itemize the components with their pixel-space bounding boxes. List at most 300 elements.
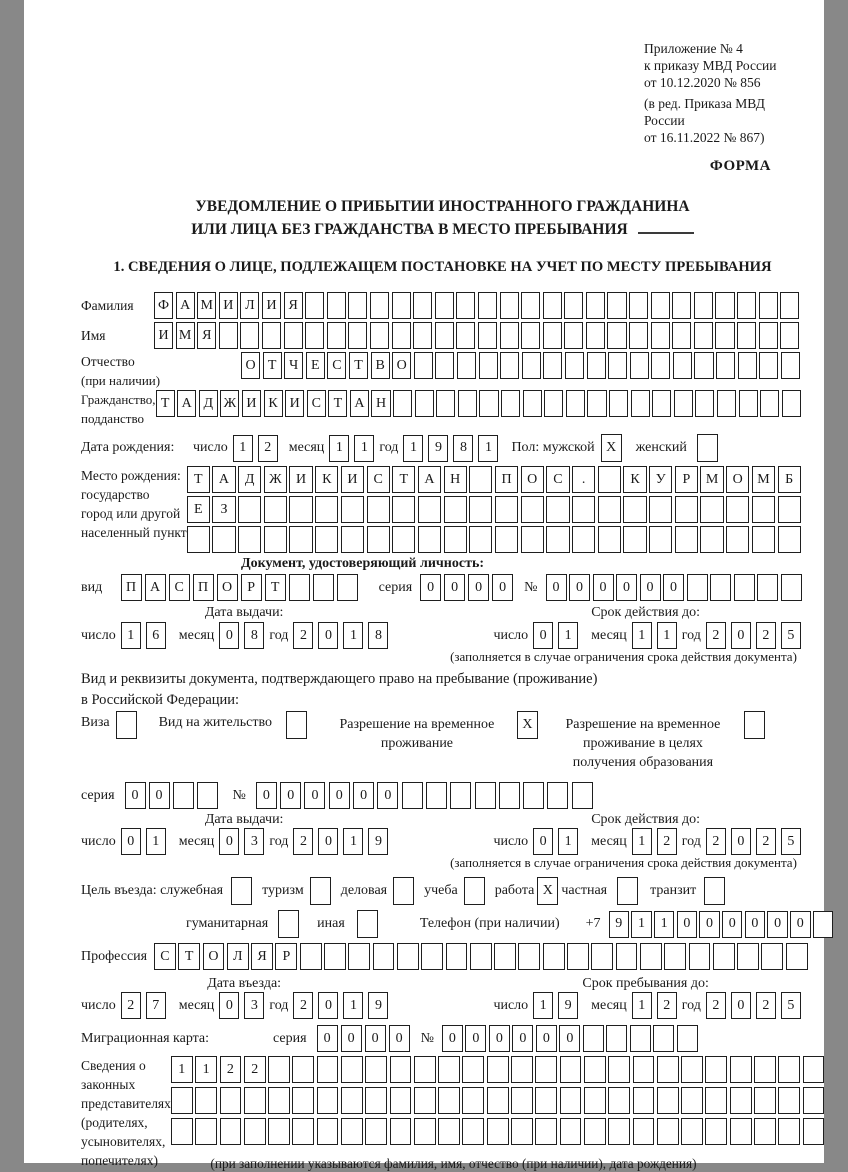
form-cell[interactable]: [324, 943, 346, 970]
form-cell[interactable]: [305, 322, 324, 349]
form-cell[interactable]: [543, 322, 562, 349]
form-cell[interactable]: [778, 1056, 800, 1083]
guardians-cells-3[interactable]: [171, 1118, 827, 1145]
form-cell[interactable]: [458, 390, 477, 417]
form-cell[interactable]: [195, 1118, 217, 1145]
form-cell[interactable]: [327, 322, 346, 349]
form-cell[interactable]: [521, 496, 544, 523]
form-cell[interactable]: [737, 292, 756, 319]
form-cell[interactable]: [649, 526, 672, 553]
form-cell[interactable]: [421, 943, 443, 970]
form-cell[interactable]: 0: [377, 782, 398, 809]
form-cell[interactable]: 0: [616, 574, 637, 601]
form-cell[interactable]: [337, 574, 358, 601]
form-cell[interactable]: [392, 496, 415, 523]
form-cell[interactable]: 1: [195, 1056, 217, 1083]
form-cell[interactable]: [673, 352, 692, 379]
form-cell[interactable]: [565, 352, 584, 379]
form-cell[interactable]: [607, 292, 626, 319]
form-cell[interactable]: [390, 1056, 412, 1083]
form-cell[interactable]: 0: [465, 1025, 486, 1052]
form-cell[interactable]: 0: [731, 992, 751, 1019]
form-cell[interactable]: 0: [533, 828, 553, 855]
doc-valid-year-cells[interactable]: [706, 622, 806, 649]
form-cell[interactable]: С: [169, 574, 190, 601]
form-cell[interactable]: С: [546, 466, 569, 493]
form-cell[interactable]: X: [601, 434, 622, 462]
form-cell[interactable]: [704, 877, 725, 905]
temp-permit-checkbox[interactable]: [517, 711, 538, 739]
form-cell[interactable]: [623, 496, 646, 523]
form-cell[interactable]: 0: [219, 828, 239, 855]
form-cell[interactable]: Д: [199, 390, 218, 417]
form-cell[interactable]: [470, 943, 492, 970]
form-cell[interactable]: Р: [275, 943, 297, 970]
form-cell[interactable]: 1: [533, 992, 553, 1019]
form-cell[interactable]: [348, 943, 370, 970]
form-cell[interactable]: [197, 782, 218, 809]
form-cell[interactable]: [436, 390, 455, 417]
form-cell[interactable]: [606, 1025, 627, 1052]
form-cell[interactable]: [264, 526, 287, 553]
form-cell[interactable]: [348, 292, 367, 319]
form-cell[interactable]: [803, 1087, 825, 1114]
form-cell[interactable]: [715, 322, 734, 349]
form-cell[interactable]: 6: [146, 622, 166, 649]
form-cell[interactable]: [535, 1087, 557, 1114]
form-cell[interactable]: [268, 1118, 290, 1145]
form-cell[interactable]: [522, 352, 541, 379]
form-cell[interactable]: [315, 526, 338, 553]
form-cell[interactable]: [300, 943, 322, 970]
form-cell[interactable]: [694, 322, 713, 349]
form-cell[interactable]: [268, 1087, 290, 1114]
form-cell[interactable]: [462, 1087, 484, 1114]
form-cell[interactable]: 1: [343, 622, 363, 649]
official-checkbox[interactable]: [231, 877, 252, 905]
form-cell[interactable]: [397, 943, 419, 970]
form-cell[interactable]: [289, 496, 312, 523]
form-cell[interactable]: И: [219, 292, 238, 319]
form-cell[interactable]: 0: [256, 782, 277, 809]
form-cell[interactable]: [759, 292, 778, 319]
form-cell[interactable]: 9: [368, 828, 388, 855]
form-cell[interactable]: [521, 292, 540, 319]
form-cell[interactable]: [231, 877, 252, 905]
form-cell[interactable]: [653, 1025, 674, 1052]
form-cell[interactable]: [780, 292, 799, 319]
form-cell[interactable]: [501, 390, 520, 417]
form-cell[interactable]: [370, 322, 389, 349]
form-cell[interactable]: О: [521, 466, 544, 493]
form-cell[interactable]: [500, 292, 519, 319]
form-cell[interactable]: 8: [368, 622, 388, 649]
form-cell[interactable]: Ж: [264, 466, 287, 493]
form-cell[interactable]: [651, 352, 670, 379]
form-cell[interactable]: [583, 1025, 604, 1052]
form-cell[interactable]: [587, 390, 606, 417]
form-cell[interactable]: Р: [241, 574, 262, 601]
form-cell[interactable]: 0: [121, 828, 141, 855]
form-cell[interactable]: А: [212, 466, 235, 493]
form-cell[interactable]: Ж: [220, 390, 239, 417]
form-cell[interactable]: 0: [420, 574, 441, 601]
form-cell[interactable]: [438, 1056, 460, 1083]
form-cell[interactable]: [608, 1087, 630, 1114]
form-cell[interactable]: [494, 943, 516, 970]
res-series-cells[interactable]: [125, 782, 221, 809]
form-cell[interactable]: [754, 1118, 776, 1145]
form-cell[interactable]: 1: [354, 435, 374, 462]
form-cell[interactable]: М: [176, 322, 195, 349]
form-cell[interactable]: [681, 1118, 703, 1145]
form-cell[interactable]: 1: [632, 828, 652, 855]
form-cell[interactable]: 2: [657, 992, 677, 1019]
form-cell[interactable]: В: [371, 352, 390, 379]
form-cell[interactable]: [435, 322, 454, 349]
form-cell[interactable]: О: [217, 574, 238, 601]
form-cell[interactable]: [633, 1087, 655, 1114]
form-cell[interactable]: [586, 292, 605, 319]
form-cell[interactable]: [630, 352, 649, 379]
form-cell[interactable]: [238, 496, 261, 523]
form-cell[interactable]: [315, 496, 338, 523]
form-cell[interactable]: [726, 526, 749, 553]
mig-series-cells[interactable]: [317, 1025, 413, 1052]
form-cell[interactable]: .: [572, 466, 595, 493]
form-cell[interactable]: 9: [428, 435, 448, 462]
form-cell[interactable]: Т: [156, 390, 175, 417]
form-cell[interactable]: [456, 322, 475, 349]
res-valid-month-cells[interactable]: [632, 828, 682, 855]
form-cell[interactable]: 1: [343, 992, 363, 1019]
form-cell[interactable]: [657, 1118, 679, 1145]
form-cell[interactable]: [546, 526, 569, 553]
form-cell[interactable]: К: [623, 466, 646, 493]
form-cell[interactable]: [681, 1056, 703, 1083]
form-cell[interactable]: 0: [546, 574, 567, 601]
form-cell[interactable]: Л: [240, 292, 259, 319]
sex-male-checkbox[interactable]: [601, 434, 622, 462]
form-cell[interactable]: [649, 496, 672, 523]
form-cell[interactable]: [730, 1056, 752, 1083]
form-cell[interactable]: [171, 1087, 193, 1114]
form-cell[interactable]: О: [241, 352, 260, 379]
form-cell[interactable]: [754, 1087, 776, 1114]
form-cell[interactable]: Т: [187, 466, 210, 493]
form-cell[interactable]: П: [193, 574, 214, 601]
res-issue-month-cells[interactable]: [219, 828, 269, 855]
form-cell[interactable]: [778, 1118, 800, 1145]
form-cell[interactable]: [450, 782, 471, 809]
form-cell[interactable]: Н: [444, 466, 467, 493]
form-cell[interactable]: О: [203, 943, 225, 970]
doc-number-cells[interactable]: [546, 574, 805, 601]
form-cell[interactable]: [479, 390, 498, 417]
form-cell[interactable]: [511, 1118, 533, 1145]
form-cell[interactable]: 0: [318, 622, 338, 649]
form-cell[interactable]: [677, 1025, 698, 1052]
form-cell[interactable]: 1: [632, 992, 652, 1019]
form-cell[interactable]: [757, 574, 778, 601]
visa-checkbox[interactable]: [116, 711, 137, 739]
form-cell[interactable]: [803, 1118, 825, 1145]
form-cell[interactable]: 0: [745, 911, 766, 938]
guardians-cells-1[interactable]: [171, 1056, 827, 1083]
form-cell[interactable]: [672, 292, 691, 319]
form-cell[interactable]: [521, 322, 540, 349]
form-cell[interactable]: [700, 526, 723, 553]
form-cell[interactable]: [264, 496, 287, 523]
form-cell[interactable]: [478, 292, 497, 319]
form-cell[interactable]: [487, 1087, 509, 1114]
business-checkbox[interactable]: [393, 877, 414, 905]
form-cell[interactable]: [464, 877, 485, 905]
res-issue-day-cells[interactable]: [121, 828, 171, 855]
form-cell[interactable]: [705, 1056, 727, 1083]
form-cell[interactable]: 0: [365, 1025, 386, 1052]
form-cell[interactable]: О: [726, 466, 749, 493]
form-cell[interactable]: 0: [731, 828, 751, 855]
form-cell[interactable]: [289, 526, 312, 553]
form-cell[interactable]: [675, 496, 698, 523]
res-number-cells[interactable]: [256, 782, 596, 809]
form-cell[interactable]: 2: [706, 622, 726, 649]
guardians-cells-2[interactable]: [171, 1087, 827, 1114]
patronymic-cells[interactable]: [241, 352, 802, 379]
form-cell[interactable]: 9: [558, 992, 578, 1019]
citizenship-cells[interactable]: [156, 390, 804, 417]
form-cell[interactable]: [608, 1056, 630, 1083]
entry-month-cells[interactable]: [219, 992, 269, 1019]
form-cell[interactable]: 0: [280, 782, 301, 809]
form-cell[interactable]: [651, 322, 670, 349]
form-cell[interactable]: [310, 877, 331, 905]
birth-year-cells[interactable]: [403, 435, 503, 462]
form-cell[interactable]: [705, 1087, 727, 1114]
form-cell[interactable]: 0: [219, 622, 239, 649]
form-cell[interactable]: 2: [293, 992, 313, 1019]
form-cell[interactable]: 0: [318, 992, 338, 1019]
form-cell[interactable]: 0: [593, 574, 614, 601]
transit-checkbox[interactable]: [704, 877, 725, 905]
form-cell[interactable]: Н: [371, 390, 390, 417]
form-cell[interactable]: 0: [468, 574, 489, 601]
form-cell[interactable]: [365, 1056, 387, 1083]
form-cell[interactable]: [341, 1087, 363, 1114]
form-cell[interactable]: 1: [146, 828, 166, 855]
form-cell[interactable]: 2: [121, 992, 141, 1019]
form-cell[interactable]: [674, 390, 693, 417]
form-cell[interactable]: [413, 292, 432, 319]
form-cell[interactable]: Я: [284, 292, 303, 319]
form-cell[interactable]: 0: [533, 622, 553, 649]
form-cell[interactable]: [367, 526, 390, 553]
form-cell[interactable]: [500, 352, 519, 379]
form-cell[interactable]: [278, 910, 299, 938]
form-cell[interactable]: А: [418, 466, 441, 493]
form-cell[interactable]: [713, 943, 735, 970]
form-cell[interactable]: [244, 1118, 266, 1145]
form-cell[interactable]: [317, 1118, 339, 1145]
form-cell[interactable]: 9: [368, 992, 388, 1019]
form-cell[interactable]: 1: [343, 828, 363, 855]
form-cell[interactable]: [782, 390, 801, 417]
form-cell[interactable]: О: [392, 352, 411, 379]
form-cell[interactable]: [341, 496, 364, 523]
form-cell[interactable]: [681, 1087, 703, 1114]
form-cell[interactable]: 0: [317, 1025, 338, 1052]
doc-issue-year-cells[interactable]: [293, 622, 393, 649]
form-cell[interactable]: 1: [403, 435, 423, 462]
form-cell[interactable]: [521, 526, 544, 553]
form-cell[interactable]: [730, 1118, 752, 1145]
form-cell[interactable]: [652, 390, 671, 417]
form-cell[interactable]: А: [350, 390, 369, 417]
form-cell[interactable]: [700, 496, 723, 523]
form-cell[interactable]: [813, 911, 834, 938]
form-cell[interactable]: 0: [304, 782, 325, 809]
form-cell[interactable]: X: [517, 711, 538, 739]
form-cell[interactable]: [244, 1087, 266, 1114]
residence-permit-checkbox[interactable]: [286, 711, 307, 739]
private-checkbox[interactable]: [617, 877, 638, 905]
form-cell[interactable]: 2: [756, 828, 776, 855]
form-cell[interactable]: [694, 292, 713, 319]
form-cell[interactable]: [313, 574, 334, 601]
form-cell[interactable]: 2: [220, 1056, 242, 1083]
form-cell[interactable]: Л: [227, 943, 249, 970]
form-cell[interactable]: [560, 1056, 582, 1083]
form-cell[interactable]: [737, 943, 759, 970]
form-cell[interactable]: И: [262, 292, 281, 319]
form-cell[interactable]: И: [289, 466, 312, 493]
form-cell[interactable]: [598, 526, 621, 553]
form-cell[interactable]: [219, 322, 238, 349]
form-cell[interactable]: [759, 352, 778, 379]
form-cell[interactable]: [609, 390, 628, 417]
form-cell[interactable]: А: [145, 574, 166, 601]
form-cell[interactable]: [737, 322, 756, 349]
form-cell[interactable]: [695, 390, 714, 417]
form-cell[interactable]: [456, 292, 475, 319]
birth-month-cells[interactable]: [329, 435, 379, 462]
form-cell[interactable]: [365, 1087, 387, 1114]
form-cell[interactable]: [478, 322, 497, 349]
form-cell[interactable]: [415, 390, 434, 417]
form-cell[interactable]: [547, 782, 568, 809]
form-cell[interactable]: [418, 526, 441, 553]
form-cell[interactable]: 1: [654, 911, 675, 938]
form-cell[interactable]: [495, 496, 518, 523]
form-cell[interactable]: [710, 574, 731, 601]
form-cell[interactable]: [187, 526, 210, 553]
form-cell[interactable]: [348, 322, 367, 349]
form-cell[interactable]: [414, 352, 433, 379]
form-cell[interactable]: 2: [756, 992, 776, 1019]
form-cell[interactable]: [438, 1118, 460, 1145]
form-cell[interactable]: [623, 526, 646, 553]
form-cell[interactable]: 0: [341, 1025, 362, 1052]
form-cell[interactable]: [633, 1118, 655, 1145]
form-cell[interactable]: [370, 292, 389, 319]
form-cell[interactable]: [716, 352, 735, 379]
form-cell[interactable]: [469, 496, 492, 523]
form-cell[interactable]: [738, 352, 757, 379]
doc-valid-day-cells[interactable]: [533, 622, 583, 649]
res-valid-year-cells[interactable]: [706, 828, 806, 855]
form-cell[interactable]: 0: [329, 782, 350, 809]
form-cell[interactable]: С: [154, 943, 176, 970]
form-cell[interactable]: 0: [489, 1025, 510, 1052]
form-cell[interactable]: [268, 1056, 290, 1083]
form-cell[interactable]: [544, 390, 563, 417]
form-cell[interactable]: Т: [328, 390, 347, 417]
form-cell[interactable]: 0: [353, 782, 374, 809]
form-cell[interactable]: [238, 526, 261, 553]
form-cell[interactable]: 0: [790, 911, 811, 938]
form-cell[interactable]: [759, 322, 778, 349]
form-cell[interactable]: [487, 1056, 509, 1083]
form-cell[interactable]: 2: [657, 828, 677, 855]
form-cell[interactable]: [744, 711, 765, 739]
form-cell[interactable]: 2: [244, 1056, 266, 1083]
form-cell[interactable]: [694, 352, 713, 379]
form-cell[interactable]: [317, 1087, 339, 1114]
form-cell[interactable]: [546, 496, 569, 523]
form-cell[interactable]: [586, 322, 605, 349]
doc-valid-month-cells[interactable]: [632, 622, 682, 649]
form-cell[interactable]: Т: [349, 352, 368, 379]
form-cell[interactable]: 0: [512, 1025, 533, 1052]
form-cell[interactable]: [413, 322, 432, 349]
work-checkbox[interactable]: [537, 877, 558, 905]
humanitarian-checkbox[interactable]: [278, 910, 299, 938]
form-cell[interactable]: 9: [609, 911, 630, 938]
form-cell[interactable]: [780, 322, 799, 349]
form-cell[interactable]: [435, 292, 454, 319]
form-cell[interactable]: [567, 943, 589, 970]
form-cell[interactable]: [778, 1087, 800, 1114]
form-cell[interactable]: [418, 496, 441, 523]
stay-year-cells[interactable]: [706, 992, 806, 1019]
form-cell[interactable]: [697, 434, 718, 462]
form-cell[interactable]: Т: [178, 943, 200, 970]
form-cell[interactable]: [564, 292, 583, 319]
form-cell[interactable]: М: [197, 292, 216, 319]
other-checkbox[interactable]: [357, 910, 378, 938]
form-cell[interactable]: [457, 352, 476, 379]
form-cell[interactable]: С: [367, 466, 390, 493]
form-cell[interactable]: [598, 496, 621, 523]
form-cell[interactable]: П: [121, 574, 142, 601]
form-cell[interactable]: [608, 1118, 630, 1145]
form-cell[interactable]: [705, 1118, 727, 1145]
form-cell[interactable]: 1: [558, 828, 578, 855]
form-cell[interactable]: [292, 1087, 314, 1114]
form-cell[interactable]: [357, 910, 378, 938]
form-cell[interactable]: 0: [125, 782, 146, 809]
form-cell[interactable]: 2: [293, 622, 313, 649]
form-cell[interactable]: [629, 322, 648, 349]
form-cell[interactable]: [584, 1087, 606, 1114]
form-cell[interactable]: Е: [187, 496, 210, 523]
form-cell[interactable]: [726, 496, 749, 523]
form-cell[interactable]: 3: [244, 828, 264, 855]
form-cell[interactable]: [392, 526, 415, 553]
form-cell[interactable]: [262, 322, 281, 349]
form-cell[interactable]: М: [700, 466, 723, 493]
